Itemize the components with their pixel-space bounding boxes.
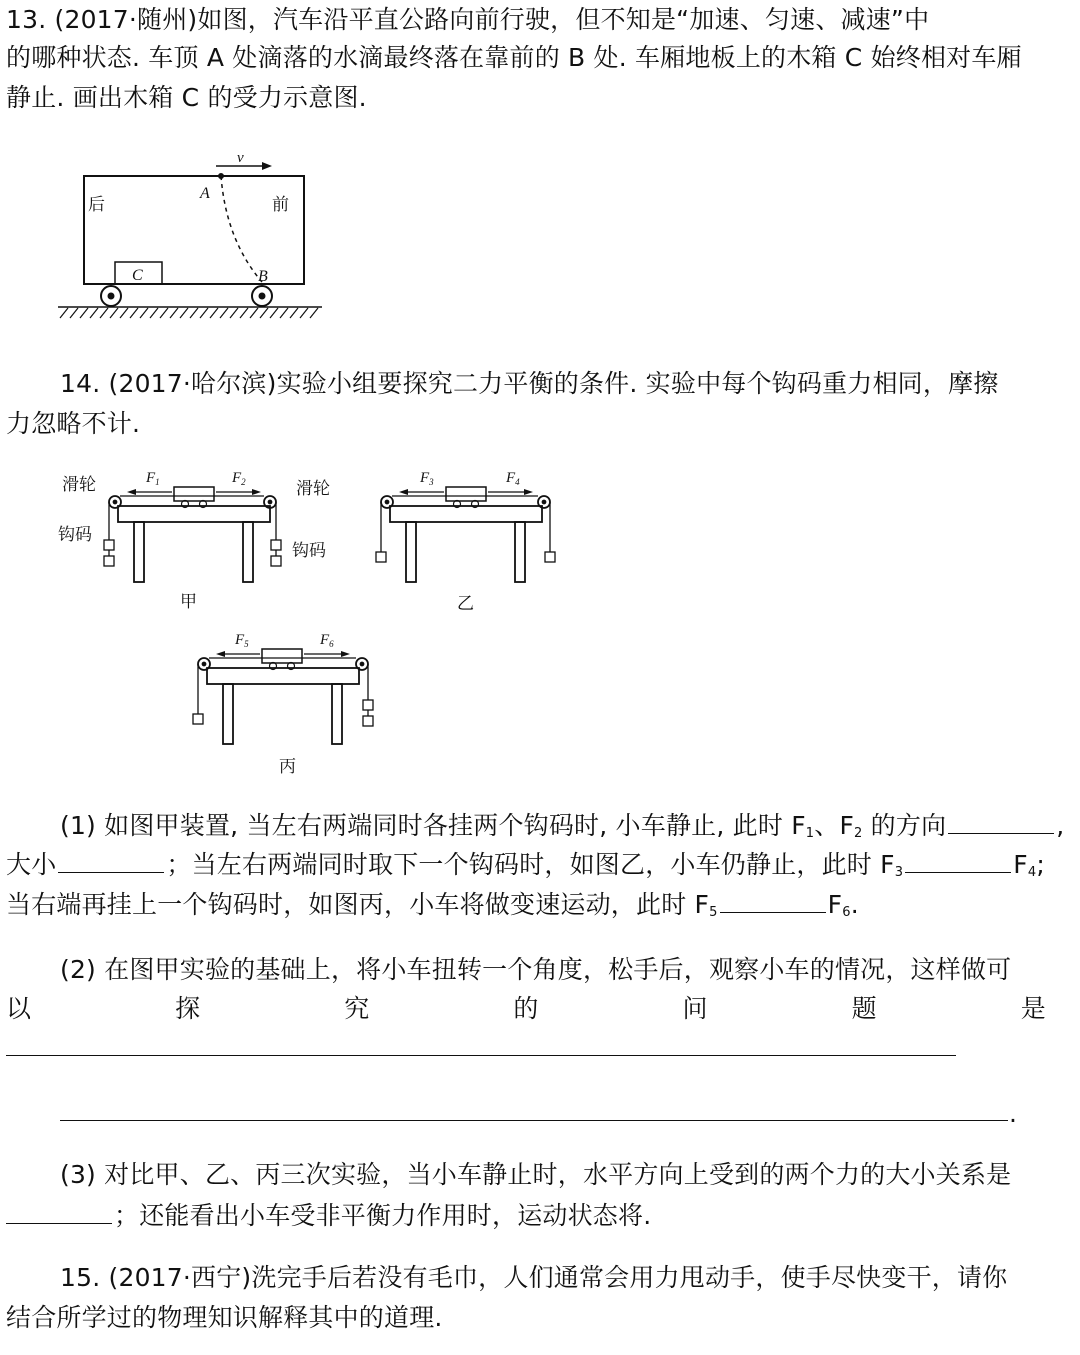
caption-jia: 甲	[180, 592, 197, 612]
answer-line-2[interactable]	[60, 1120, 1008, 1121]
table-yi	[376, 487, 555, 582]
q14-p1-text-f: ；当左右两端同时取下一个钩码时，如图乙，小车仍静止，此时 F	[166, 850, 895, 879]
weight-label-right: 钩码	[292, 541, 326, 561]
q15-line-2: 结合所学过的物理知识解释其中的道理.	[6, 1303, 443, 1332]
q14-p2-line-2	[6, 989, 1046, 1029]
f4-label: $F_4$	[506, 470, 520, 487]
truck-body	[84, 176, 304, 284]
answer-blank-magnitude[interactable]	[58, 846, 164, 873]
q14-p2-line-1: (2) 在图甲实验的基础上，将小车扭转一个角度，松手后，观察小车的情况，这样做可	[60, 955, 1012, 984]
sub-3: 3	[894, 865, 904, 880]
point-a-dot	[218, 173, 224, 179]
q14-p3-line-2	[6, 1196, 651, 1236]
f2-label: $F_2$	[232, 470, 246, 487]
weight-label-left: 钩码	[58, 525, 92, 545]
q14-line-1: 14. (2017·哈尔滨)实验小组要探究二力平衡的条件. 实验中每个钩码重力相同，摩擦	[60, 369, 999, 398]
table-bing	[193, 649, 373, 744]
q14-p3-line-1: (3) 对比甲、乙、丙三次实验，当小车静止时，水平方向上受到的两个力的大小关系是	[60, 1160, 1012, 1189]
c-label: C	[132, 267, 143, 284]
answer-blank-direction[interactable]	[948, 807, 1054, 834]
q14-p2-word-2: 探	[175, 994, 201, 1023]
road-hatching	[60, 308, 318, 318]
drop-trajectory	[221, 176, 262, 282]
q14-p1-text-e: 大小	[6, 850, 57, 879]
answer-line-end-period: .	[1009, 1099, 1018, 1128]
q14-p3-text: ；还能看出小车受非平衡力作用时，运动状态将.	[114, 1201, 652, 1230]
q13-line-2: 的哪种状态. 车顶 A 处滴落的水滴最终落在靠前的 B 处. 车厢地板上的木箱 C 始终相对车厢	[6, 43, 1022, 72]
pulley-label-left: 滑轮	[62, 475, 96, 495]
q14-p2-word-4: 的	[513, 994, 539, 1023]
answer-blank-f3-f4[interactable]	[905, 846, 1011, 873]
sub-5: 5	[709, 905, 718, 920]
q14-p1-text-k: .	[850, 890, 859, 919]
rear-label: 后	[88, 195, 105, 215]
answer-blank-relationship[interactable]	[6, 1197, 112, 1224]
f3-label: $F_3$	[420, 470, 434, 487]
q14-p1-text-g: F	[1013, 850, 1028, 879]
answer-line-1[interactable]	[6, 1055, 956, 1056]
q14-p1-text-c: 的方向	[862, 811, 947, 840]
caption-bing: 丙	[279, 757, 296, 777]
q14-p1-text-b: 、F	[814, 811, 855, 840]
q14-p1-text-j: F	[827, 890, 843, 919]
b-label: B	[258, 268, 268, 285]
q14-p1-text-a: (1) 如图甲装置, 当左右两端同时各挂两个钩码时, 小车静止, 此时 F	[60, 811, 806, 840]
sub-1: 1	[805, 826, 815, 841]
answer-blank-f5-f6[interactable]	[720, 886, 826, 913]
q14-p1-text-h: ;	[1036, 850, 1045, 879]
truck-figure	[58, 162, 322, 318]
pulley-label-right: 滑轮	[296, 479, 330, 499]
q13-line-1: 13. (2017·随州)如图，汽车沿平直公路向前行驶，但不知是“加速、匀速、减速”中	[6, 5, 930, 34]
q14-p2-word-7: 是	[1020, 994, 1046, 1023]
sub-4: 4	[1027, 865, 1037, 880]
q14-line-2: 力忽略不计.	[6, 409, 141, 438]
q13-line-3: 静止. 画出木箱 C 的受力示意图.	[6, 83, 367, 112]
q14-p2-word-3: 究	[344, 994, 370, 1023]
sub-6: 6	[842, 905, 851, 920]
q14-p1-text-i: 当右端再挂上一个钩码时，如图丙，小车将做变速运动，此时 F	[6, 890, 710, 919]
q15-line-1: 15. (2017·西宁)洗完手后若没有毛巾，人们通常会用力甩动手，使手尽快变干，请你	[60, 1263, 1008, 1292]
caption-yi: 乙	[457, 594, 474, 614]
front-label: 前	[272, 195, 289, 215]
q14-p1-line-3	[6, 885, 859, 933]
q14-p2-word-5: 问	[682, 994, 708, 1023]
v-label: v	[237, 150, 244, 166]
sub-2: 2	[854, 826, 863, 841]
f5-label: $F_5$	[235, 632, 249, 649]
a-label: A	[200, 185, 210, 202]
f1-label: $F_1$	[146, 470, 160, 487]
q14-p1-text-d: ,	[1056, 811, 1065, 840]
q14-p2-word-1: 以	[6, 994, 32, 1023]
table-jia	[104, 487, 281, 582]
f6-label: $F_6$	[320, 632, 334, 649]
q14-p2-word-6: 题	[851, 994, 877, 1023]
